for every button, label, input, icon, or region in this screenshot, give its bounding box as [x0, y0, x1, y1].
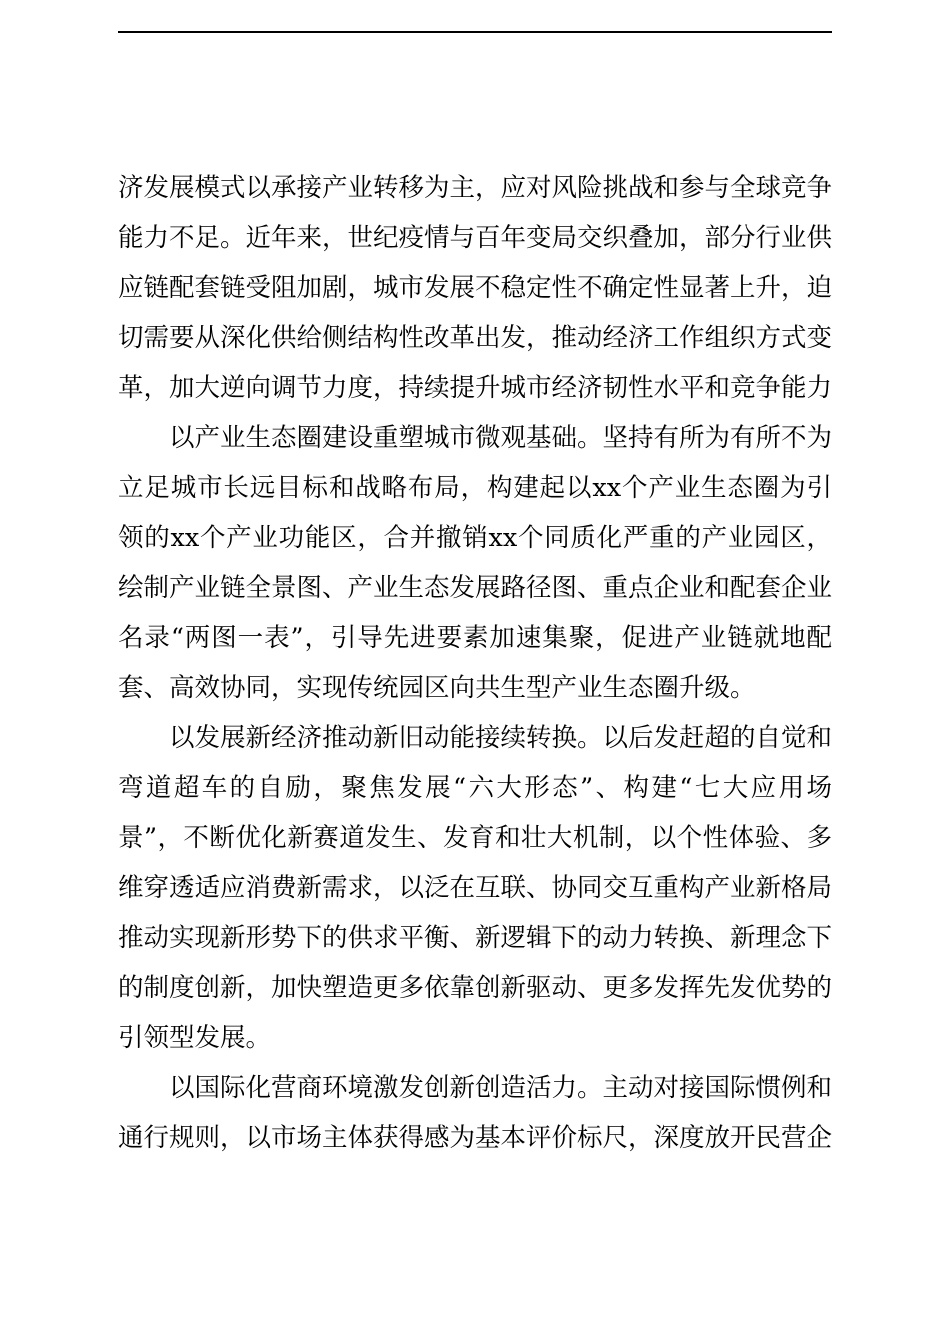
text-line: 切需要从深化供给侧结构性改革出发，推动经济工作组织方式变: [118, 323, 833, 353]
document-body: [118, 163, 832, 1163]
paragraph: [118, 713, 832, 1063]
text-line: 以发展新经济推动新旧动能接续转换。以后发赶超的自觉和: [169, 723, 833, 753]
text-line: 领的xx个产业功能区，合并撤销xx个同质化严重的产业园区，: [118, 523, 832, 553]
text-line: 能力不足。近年来，世纪疫情与百年变局交织叠加，部分行业供: [118, 223, 833, 253]
text-line: 维穿透适应消费新需求，以泛在互联、协同交互重构产业新格局: [118, 873, 833, 903]
text-line: 弯道超车的自励，聚焦发展“六大形态”、构建“七大应用场: [118, 773, 832, 803]
text-line: 绘制产业链全景图、产业生态发展路径图、重点企业和配套企业: [118, 573, 833, 603]
text-line: 以国际化营商环境激发创新创造活力。主动对接国际惯例和: [169, 1073, 833, 1103]
paragraph: [118, 413, 832, 713]
text-line: 的制度创新，加快塑造更多依靠创新驱动、更多发挥先发优势的: [118, 973, 833, 1003]
text-line: 推动实现新形势下的供求平衡、新逻辑下的动力转换、新理念下: [118, 923, 833, 953]
text-line: 景”，不断优化新赛道发生、发育和壮大机制，以个性体验、多: [118, 823, 832, 853]
text-line: 应链配套链受阻加剧，城市发展不稳定性不确定性显著上升，迫: [118, 273, 833, 303]
header-rule: [118, 31, 832, 33]
text-line: 以产业生态圈建设重塑城市微观基础。坚持有所为有所不为: [169, 423, 833, 453]
paragraph: [118, 163, 832, 413]
text-line: 济发展模式以承接产业转移为主，应对风险挑战和参与全球竞争: [118, 173, 833, 203]
text-line: 引领型发展。: [118, 1023, 272, 1053]
text-line: 革，加大逆向调节力度，持续提升城市经济韧性水平和竞争能力: [118, 373, 833, 403]
paragraph: [118, 1063, 832, 1163]
text-line: 套、高效协同，实现传统园区向共生型产业生态圈升级。: [118, 673, 756, 703]
text-line: 名录“两图一表”，引导先进要素加速集聚，促进产业链就地配: [118, 623, 832, 653]
text-line: 立足城市长远目标和战略布局，构建起以xx个产业生态圈为引: [118, 473, 832, 503]
text-line: 通行规则，以市场主体获得感为基本评价标尺，深度放开民营企: [118, 1123, 833, 1153]
